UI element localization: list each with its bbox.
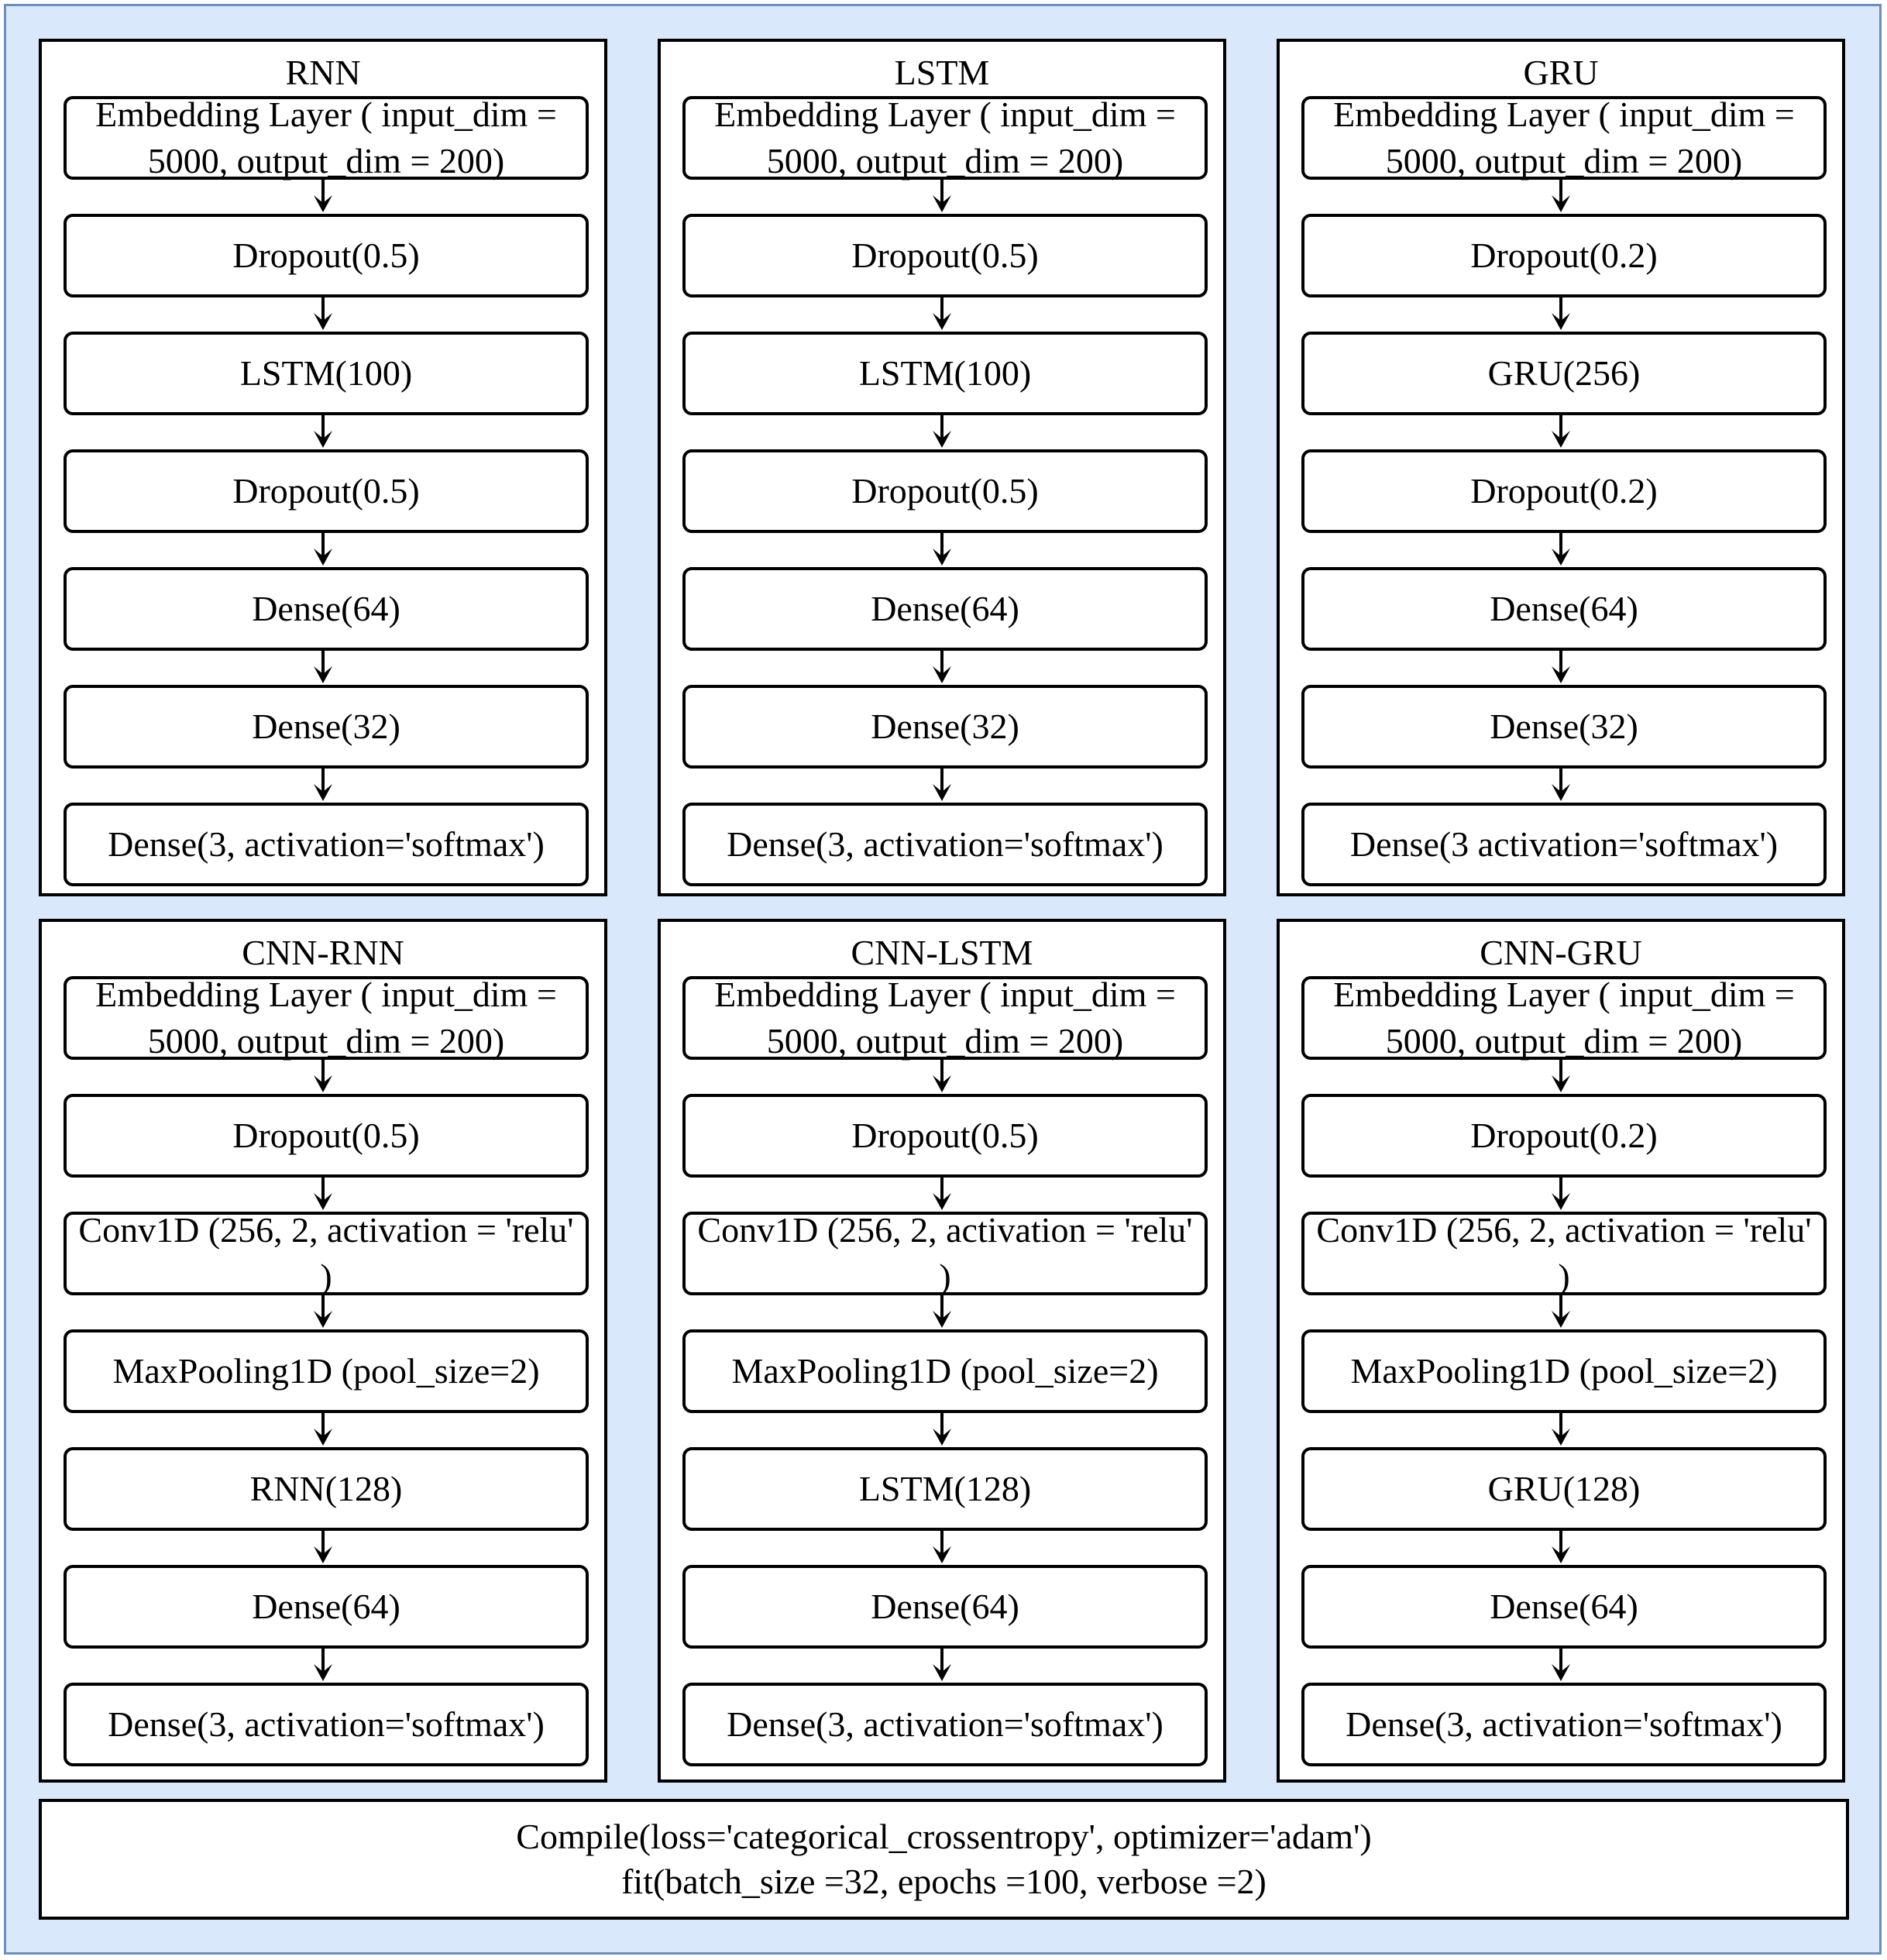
- layer-node: [682, 803, 1208, 886]
- layer-node: [1301, 1212, 1827, 1295]
- flow-arrow: [933, 648, 951, 683]
- layer-node: [1301, 567, 1827, 651]
- layer-node: [64, 567, 589, 651]
- layer-node: [682, 332, 1208, 415]
- layer-label: Dropout(0.5): [232, 236, 420, 275]
- layer-label: Dense(3, activation='softmax'): [727, 824, 1163, 864]
- layer-label: Dropout(0.5): [851, 1116, 1039, 1155]
- flow-arrow: [1552, 294, 1570, 330]
- layer-label: MaxPooling1D (pool_size=2): [112, 1351, 540, 1391]
- layer-node: [1301, 214, 1827, 297]
- layer-node: [682, 1565, 1208, 1649]
- flow-arrow: [314, 1645, 332, 1681]
- layer-node: [1301, 976, 1827, 1060]
- layer-node: [64, 1565, 589, 1649]
- flow-arrow: [1552, 1645, 1570, 1681]
- panel-title: CNN-LSTM: [851, 933, 1033, 972]
- panel-cnn-gru: [1277, 919, 1845, 1783]
- layer-label: MaxPooling1D (pool_size=2): [731, 1351, 1159, 1391]
- layer-node: [64, 976, 589, 1060]
- layer-label: LSTM(100): [858, 353, 1032, 393]
- layer-label: Dense(32): [871, 707, 1019, 746]
- layer-node: [64, 1094, 589, 1178]
- layer-label: Dense(3 activation='softmax'): [1349, 824, 1779, 864]
- panel-title: GRU: [1523, 53, 1599, 92]
- layer-node: [64, 332, 589, 415]
- flow-arrow: [1552, 648, 1570, 683]
- layer-node: [64, 803, 589, 886]
- layer-node: [682, 214, 1208, 297]
- layer-node: [682, 685, 1208, 769]
- layer-label: Embedding Layer ( input_dim = 5000, output_dim = 200): [95, 975, 557, 1061]
- flow-arrow: [314, 1528, 332, 1563]
- flow-arrow: [1552, 1174, 1570, 1210]
- layer-node: [1301, 1683, 1827, 1766]
- layer-label: GRU(128): [1487, 1469, 1641, 1508]
- layer-label: Conv1D (256, 2, activation = 'relu' ): [1316, 1210, 1812, 1296]
- layer-label: Dense(64): [252, 589, 400, 628]
- layer-label: LSTM(128): [858, 1469, 1032, 1508]
- layer-node: [1301, 449, 1827, 533]
- flow-arrow: [1552, 765, 1570, 801]
- flow-arrow: [933, 1528, 951, 1563]
- layer-node: [682, 1329, 1208, 1413]
- flow-arrow: [1552, 1528, 1570, 1563]
- layer-node: [1301, 96, 1827, 180]
- compile-line: Compile(loss='categorical_crossentropy', optimizer='adam'): [516, 1817, 1372, 1856]
- panel-gru: [1277, 39, 1845, 896]
- layer-node: [64, 449, 589, 533]
- flow-arrow: [1552, 530, 1570, 566]
- panel-title: CNN-RNN: [242, 933, 404, 972]
- flow-arrow: [314, 765, 332, 801]
- flow-arrow: [1552, 412, 1570, 448]
- layer-label: Dense(64): [252, 1587, 400, 1626]
- layer-label: Dropout(0.5): [232, 1116, 420, 1155]
- layer-label: GRU(256): [1487, 353, 1641, 393]
- layer-label: Dropout(0.5): [851, 236, 1039, 275]
- flow-arrow: [314, 1174, 332, 1210]
- layer-label: Dropout(0.2): [1470, 1116, 1658, 1155]
- panel-cnn-lstm: [658, 919, 1226, 1783]
- layer-node: [1301, 332, 1827, 415]
- layer-node: [64, 1683, 589, 1766]
- layer-label: Embedding Layer ( input_dim = 5000, output_dim = 200): [95, 95, 557, 181]
- panel-rnn: [39, 39, 607, 896]
- flow-arrow: [933, 294, 951, 330]
- layer-label: Conv1D (256, 2, activation = 'relu' ): [697, 1210, 1193, 1296]
- layer-label: Dropout(0.5): [232, 471, 420, 511]
- flow-arrow: [933, 765, 951, 801]
- layer-label: Dense(3, activation='softmax'): [1346, 1704, 1782, 1744]
- layer-label: Embedding Layer ( input_dim = 5000, output_dim = 200): [1333, 95, 1795, 181]
- layer-node: [64, 1329, 589, 1413]
- fit-line: fit(batch_size =32, epochs =100, verbose =2): [621, 1862, 1267, 1901]
- layer-label: Dense(64): [1490, 589, 1638, 628]
- layer-node: [64, 685, 589, 769]
- layer-node: [682, 449, 1208, 533]
- panel-title: LSTM: [894, 53, 990, 92]
- flow-arrow: [314, 412, 332, 448]
- layer-label: Dropout(0.2): [1470, 236, 1658, 275]
- layer-label: Embedding Layer ( input_dim = 5000, output_dim = 200): [714, 95, 1176, 181]
- layer-label: Dense(64): [871, 1587, 1019, 1626]
- layer-node: [682, 96, 1208, 180]
- flow-arrow: [933, 412, 951, 448]
- layer-label: Dense(32): [252, 707, 400, 746]
- panel-title: RNN: [285, 53, 361, 92]
- layer-label: Dropout(0.5): [851, 471, 1039, 511]
- layer-label: Dense(32): [1490, 707, 1638, 746]
- layer-node: [1301, 1447, 1827, 1531]
- layer-node: [64, 214, 589, 297]
- layer-node: [1301, 685, 1827, 769]
- panel-cnn-rnn: [39, 919, 607, 1783]
- layer-label: Dropout(0.2): [1470, 471, 1658, 511]
- layer-label: Dense(3, activation='softmax'): [727, 1704, 1163, 1744]
- layer-label: Dense(3, activation='softmax'): [108, 1704, 545, 1744]
- layer-label: Dense(64): [1490, 1587, 1638, 1626]
- panel-lstm: [658, 39, 1226, 896]
- layer-label: Embedding Layer ( input_dim = 5000, output_dim = 200): [714, 975, 1176, 1061]
- layer-node: [682, 567, 1208, 651]
- layer-label: RNN(128): [249, 1469, 403, 1508]
- layer-label: MaxPooling1D (pool_size=2): [1350, 1351, 1778, 1391]
- flow-arrow: [933, 1174, 951, 1210]
- layer-label: LSTM(100): [239, 353, 413, 393]
- layer-node: [682, 976, 1208, 1060]
- layer-node: [682, 1683, 1208, 1766]
- flow-arrow: [933, 1645, 951, 1681]
- flow-arrow: [314, 1410, 332, 1446]
- layer-label: Conv1D (256, 2, activation = 'relu' ): [78, 1210, 574, 1296]
- layer-node: [1301, 803, 1827, 886]
- compile-fit-box: [39, 1799, 1849, 1920]
- layer-node: [64, 1212, 589, 1295]
- layer-node: [1301, 1329, 1827, 1413]
- flow-arrow: [314, 648, 332, 683]
- layer-node: [1301, 1565, 1827, 1649]
- layer-node: [682, 1447, 1208, 1531]
- flow-arrow: [314, 294, 332, 330]
- flow-arrow: [933, 1410, 951, 1446]
- layer-node: [64, 1447, 589, 1531]
- flow-arrow: [1552, 1410, 1570, 1446]
- layer-label: Dense(3, activation='softmax'): [108, 824, 545, 864]
- flow-arrow: [314, 530, 332, 566]
- layer-node: [1301, 1094, 1827, 1178]
- panel-title: CNN-GRU: [1480, 933, 1642, 972]
- layer-label: Dense(64): [871, 589, 1019, 628]
- layer-node: [682, 1094, 1208, 1178]
- flow-arrow: [933, 530, 951, 566]
- layer-node: [682, 1212, 1208, 1295]
- layer-label: Embedding Layer ( input_dim = 5000, output_dim = 200): [1333, 975, 1795, 1061]
- layer-node: [64, 96, 589, 180]
